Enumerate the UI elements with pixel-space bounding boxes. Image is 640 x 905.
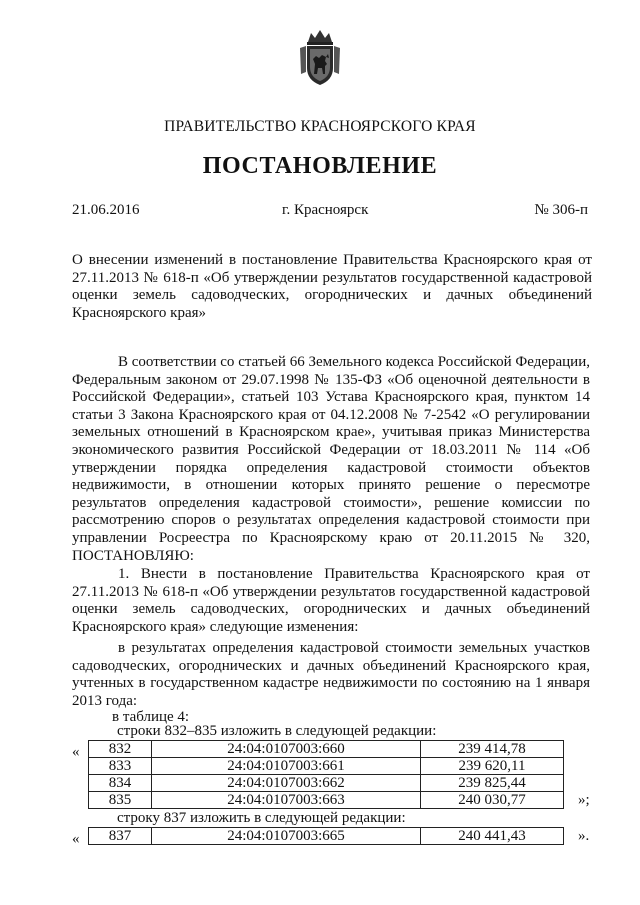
row-number: 833 [89, 758, 152, 775]
row-number: 832 [89, 741, 152, 758]
row-number: 835 [89, 792, 152, 809]
rows-edit-instruction-1: строки 832–835 изложить в следующей редакции: [117, 723, 437, 739]
cadastral-value: 239 825,44 [421, 775, 564, 792]
row-number: 834 [89, 775, 152, 792]
table2-open-quote: « [72, 831, 80, 847]
subitem-paragraph: в результатах определения кадастровой стоимости земельных участков садоводческих, огороднических и дачных объединений Красноярского края, учтенных в государственном кадастре недвижимости по состоянию на 1 января 2013 года: [72, 640, 590, 709]
cadastral-number: 24:04:0107003:661 [152, 758, 421, 775]
cadastral-value: 239 414,78 [421, 741, 564, 758]
preamble-paragraph: В соответствии со статьей 66 Земельного кодекса Российской Федерации, Федеральным законом от 29.07.1998 № 135-ФЗ «Об оценочной деятельности в Российской Федерации», статьей 103 Устава Красноярского края, пунктом 14 статьи 3 Закона Красноярского края от 04.12.2008 № 7-2542 «О регулировании земельных отношений в Красноярском крае», учитывая приказ Министерства экономического развития Российской Федерации от 18.03.2011 № 114 «Об утверждении порядка определения кадастровой стоимости объектов недвижимости, в отношении которых принято решение о пересмотре результатов определения кадастровой стоимости», решение комиссии по рассмотрению споров о результатах определения кадастровой стоимости при управлении Росреестра по Красноярскому краю от 20.11.2015 № 320, ПОСТАНОВЛЯЮ: [72, 354, 590, 564]
document-type-heading: ПОСТАНОВЛЕНИЕ [202, 153, 438, 179]
coat-of-arms-icon [297, 28, 343, 88]
table-row [89, 775, 564, 792]
cadastral-number: 24:04:0107003:665 [152, 828, 421, 845]
table1-close-quote: »; [578, 792, 590, 808]
cadastral-number: 24:04:0107003:660 [152, 741, 421, 758]
table-row [89, 792, 564, 809]
organization-title: ПРАВИТЕЛЬСТВО КРАСНОЯРСКОГО КРАЯ [164, 118, 476, 135]
document-date: 21.06.2016 [72, 202, 140, 218]
table-row [89, 828, 564, 845]
table-row [89, 758, 564, 775]
table2-close-quote: ». [578, 828, 590, 844]
item-1-paragraph: 1. Внести в постановление Правительства Красноярского края от 27.11.2013 № 618-п «Об утверждении результатов государственной кадастровой оценки земель садоводческих, огороднических и дачных объединений Красноярского края» следующие изменения: [72, 566, 590, 635]
table-reference: в таблице 4: [112, 709, 190, 725]
cadastral-number: 24:04:0107003:663 [152, 792, 421, 809]
cadastral-number: 24:04:0107003:662 [152, 775, 421, 792]
cadastral-value: 240 441,43 [421, 828, 564, 845]
table1-open-quote: « [72, 744, 80, 760]
cadastral-table-1 [88, 740, 564, 809]
rows-edit-instruction-2: строку 837 изложить в следующей редакции: [117, 810, 406, 826]
cadastral-value: 240 030,77 [421, 792, 564, 809]
document-city: г. Красноярск [282, 202, 369, 218]
cadastral-value: 239 620,11 [421, 758, 564, 775]
row-number: 837 [89, 828, 152, 845]
table-row [89, 741, 564, 758]
cadastral-table-2 [88, 827, 564, 845]
document-subject: О внесении изменений в постановление Правительства Красноярского края от 27.11.2013 № 618-п «Об утверждении результатов государственной кадастровой оценки земель садоводческих, огороднических и дачных объединений Красноярского края» [72, 252, 592, 321]
document-number: № 306-п [534, 202, 588, 218]
